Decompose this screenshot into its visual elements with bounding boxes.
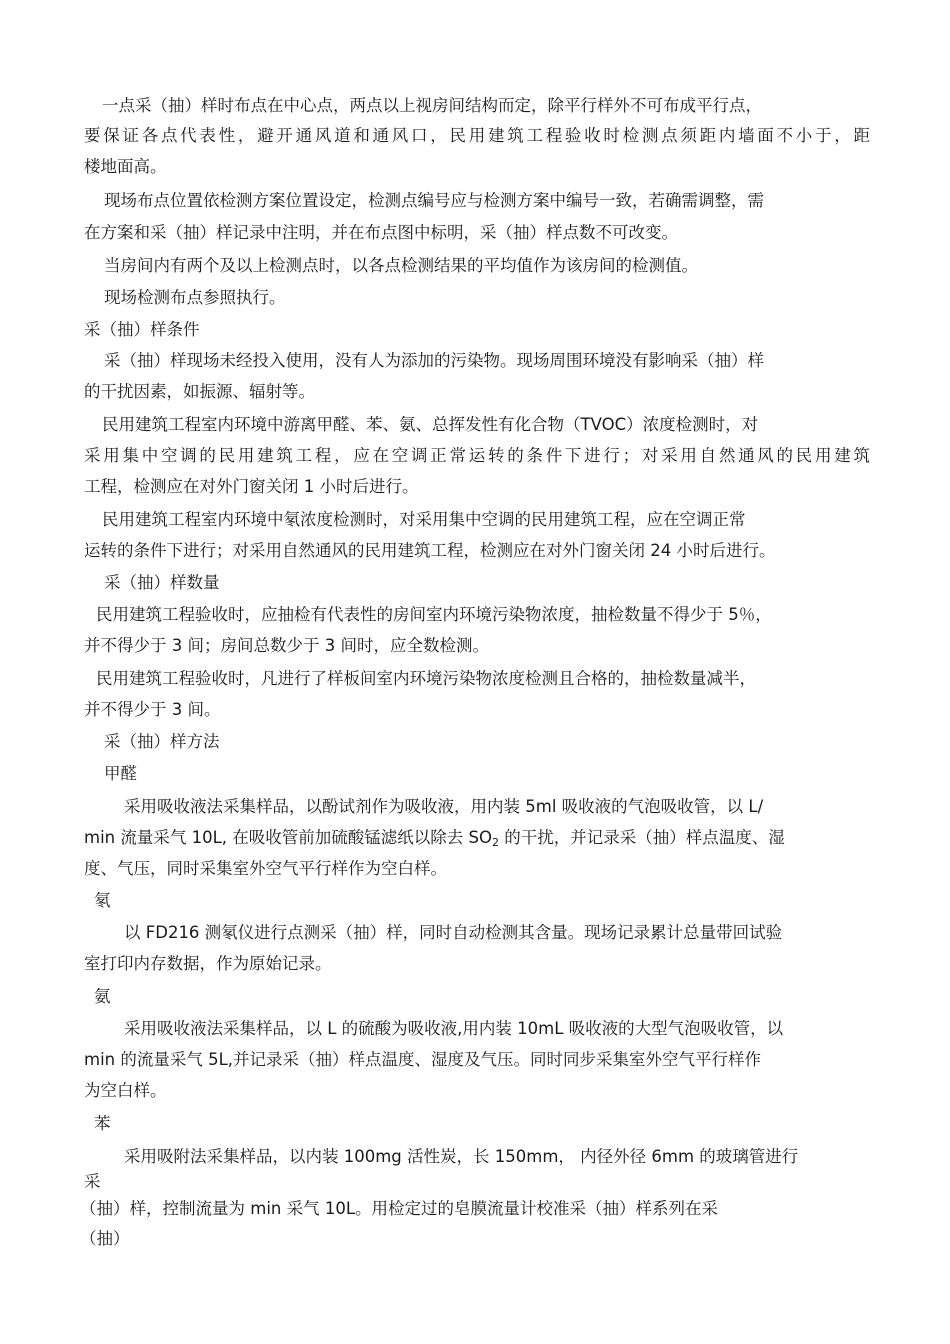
text-line: 要保证各点代表性，避开通风道和通风口，民用建筑工程验收时检测点须距内墙面不小于，距 (84, 126, 870, 145)
text-line: 民用建筑工程验收时，应抽检有代表性的房间室内环境污染物浓度，抽检数量不得少于 5％， (96, 605, 772, 624)
text-line: 当房间内有两个及以上检测点时，以各点检测结果的平均值作为该房间的检测值。 (104, 256, 698, 275)
text-line: 一点采（抽）样时布点在中心点，两点以上视房间结构而定，除平行样外不可布成平行点， (102, 96, 762, 115)
text-line: 在方案和采（抽）样记录中注明，并在布点图中标明，采（抽）样点数不可改变。 (84, 223, 678, 242)
subscript: 2 (492, 836, 499, 849)
text-line: 采用吸收液法采集样品，以 L 的硫酸为吸收液,用内装 10mL 吸收液的大型气泡吸收管，以 (124, 1019, 784, 1038)
text-line: 为空白样。 (84, 1081, 167, 1100)
text-line: 采（抽）样现场未经投入使用，没有人为添加的污染物。现场周围环境没有影响采（抽）样 (104, 351, 764, 370)
text-line: 室打印内存数据，作为原始记录。 (84, 954, 332, 973)
section-heading: 采（抽）样条件 (84, 320, 200, 339)
text-line: （抽） (80, 1229, 130, 1248)
text-line: 采用吸附法采集样品，以内装 100mg 活性炭，长 150mm， 内径外径 6mm 的玻璃管进行 (124, 1147, 799, 1166)
text-line: 运转的条件下进行；对采用自然通风的民用建筑工程，检测应在对外门窗关闭 24 小时后进行。 (84, 541, 776, 560)
text-line: 民用建筑工程室内环境中氡浓度检测时，对采用集中空调的民用建筑工程，应在空调正常 (102, 510, 746, 529)
subsection-heading: 苯 (94, 1114, 111, 1133)
text-line: 民用建筑工程验收时，凡进行了样板间室内环境污染物浓度检测且合格的，抽检数量减半， (96, 669, 756, 688)
text-line: 并不得少于 3 间。 (84, 700, 221, 719)
text-line: min 的流量采气 5L,并记录采（抽）样点温度、湿度及气压。同时同步采集室外空气平行样作 (84, 1050, 762, 1069)
section-heading: 采（抽）样方法 (104, 732, 220, 751)
text-line: 采用吸收液法采集样品，以酚试剂作为吸收液，用内装 5ml 吸收液的气泡吸收管，以 L/ (124, 797, 764, 816)
text-line: 采用集中空调的民用建筑工程，应在空调正常运转的条件下进行；对采用自然通风的民用建筑 (84, 446, 870, 465)
subsection-heading: 氨 (94, 987, 111, 1006)
text-line: 采 (84, 1172, 101, 1191)
text-line: 工程，检测应在对外门窗关闭 1 小时后进行。 (84, 477, 419, 496)
text-line: 的干扰因素，如振源、辐射等。 (84, 382, 315, 401)
text-line: 楼地面高。 (84, 157, 167, 176)
text-line: 以 FD216 测氡仪进行点测采（抽）样，同时自动检测其含量。现场记录累计总量带回试验 (124, 923, 783, 942)
text-line: 现场布点位置依检测方案位置设定，检测点编号应与检测方案中编号一致，若确需调整，需 (104, 191, 764, 210)
text-line: min 流量采气 10L, 在吸收管前加硫酸锰滤纸以除去 $SO_2$ 的干扰，并记录采（抽）样点温度、湿 (84, 828, 785, 849)
text-line: 民用建筑工程室内环境中游离甲醛、苯、氨、总挥发性有化合物（TVOC）浓度检测时，对 (102, 415, 759, 434)
text-line: （抽）样，控制流量为 min 采气 10L。用检定过的皂膜流量计校准采（抽）样系列在采 (80, 1199, 719, 1218)
section-heading: 采（抽）样数量 (104, 573, 220, 592)
subsection-heading: 氡 (94, 891, 111, 910)
subsection-heading: 甲醛 (104, 764, 137, 783)
text-line: 现场检测布点参照执行。 (104, 288, 286, 307)
text-line: 并不得少于 3 间；房间总数少于 3 间时，应全数检测。 (84, 636, 489, 655)
text-line: 度、气压，同时采集室外空气平行样作为空白样。 (84, 859, 447, 878)
